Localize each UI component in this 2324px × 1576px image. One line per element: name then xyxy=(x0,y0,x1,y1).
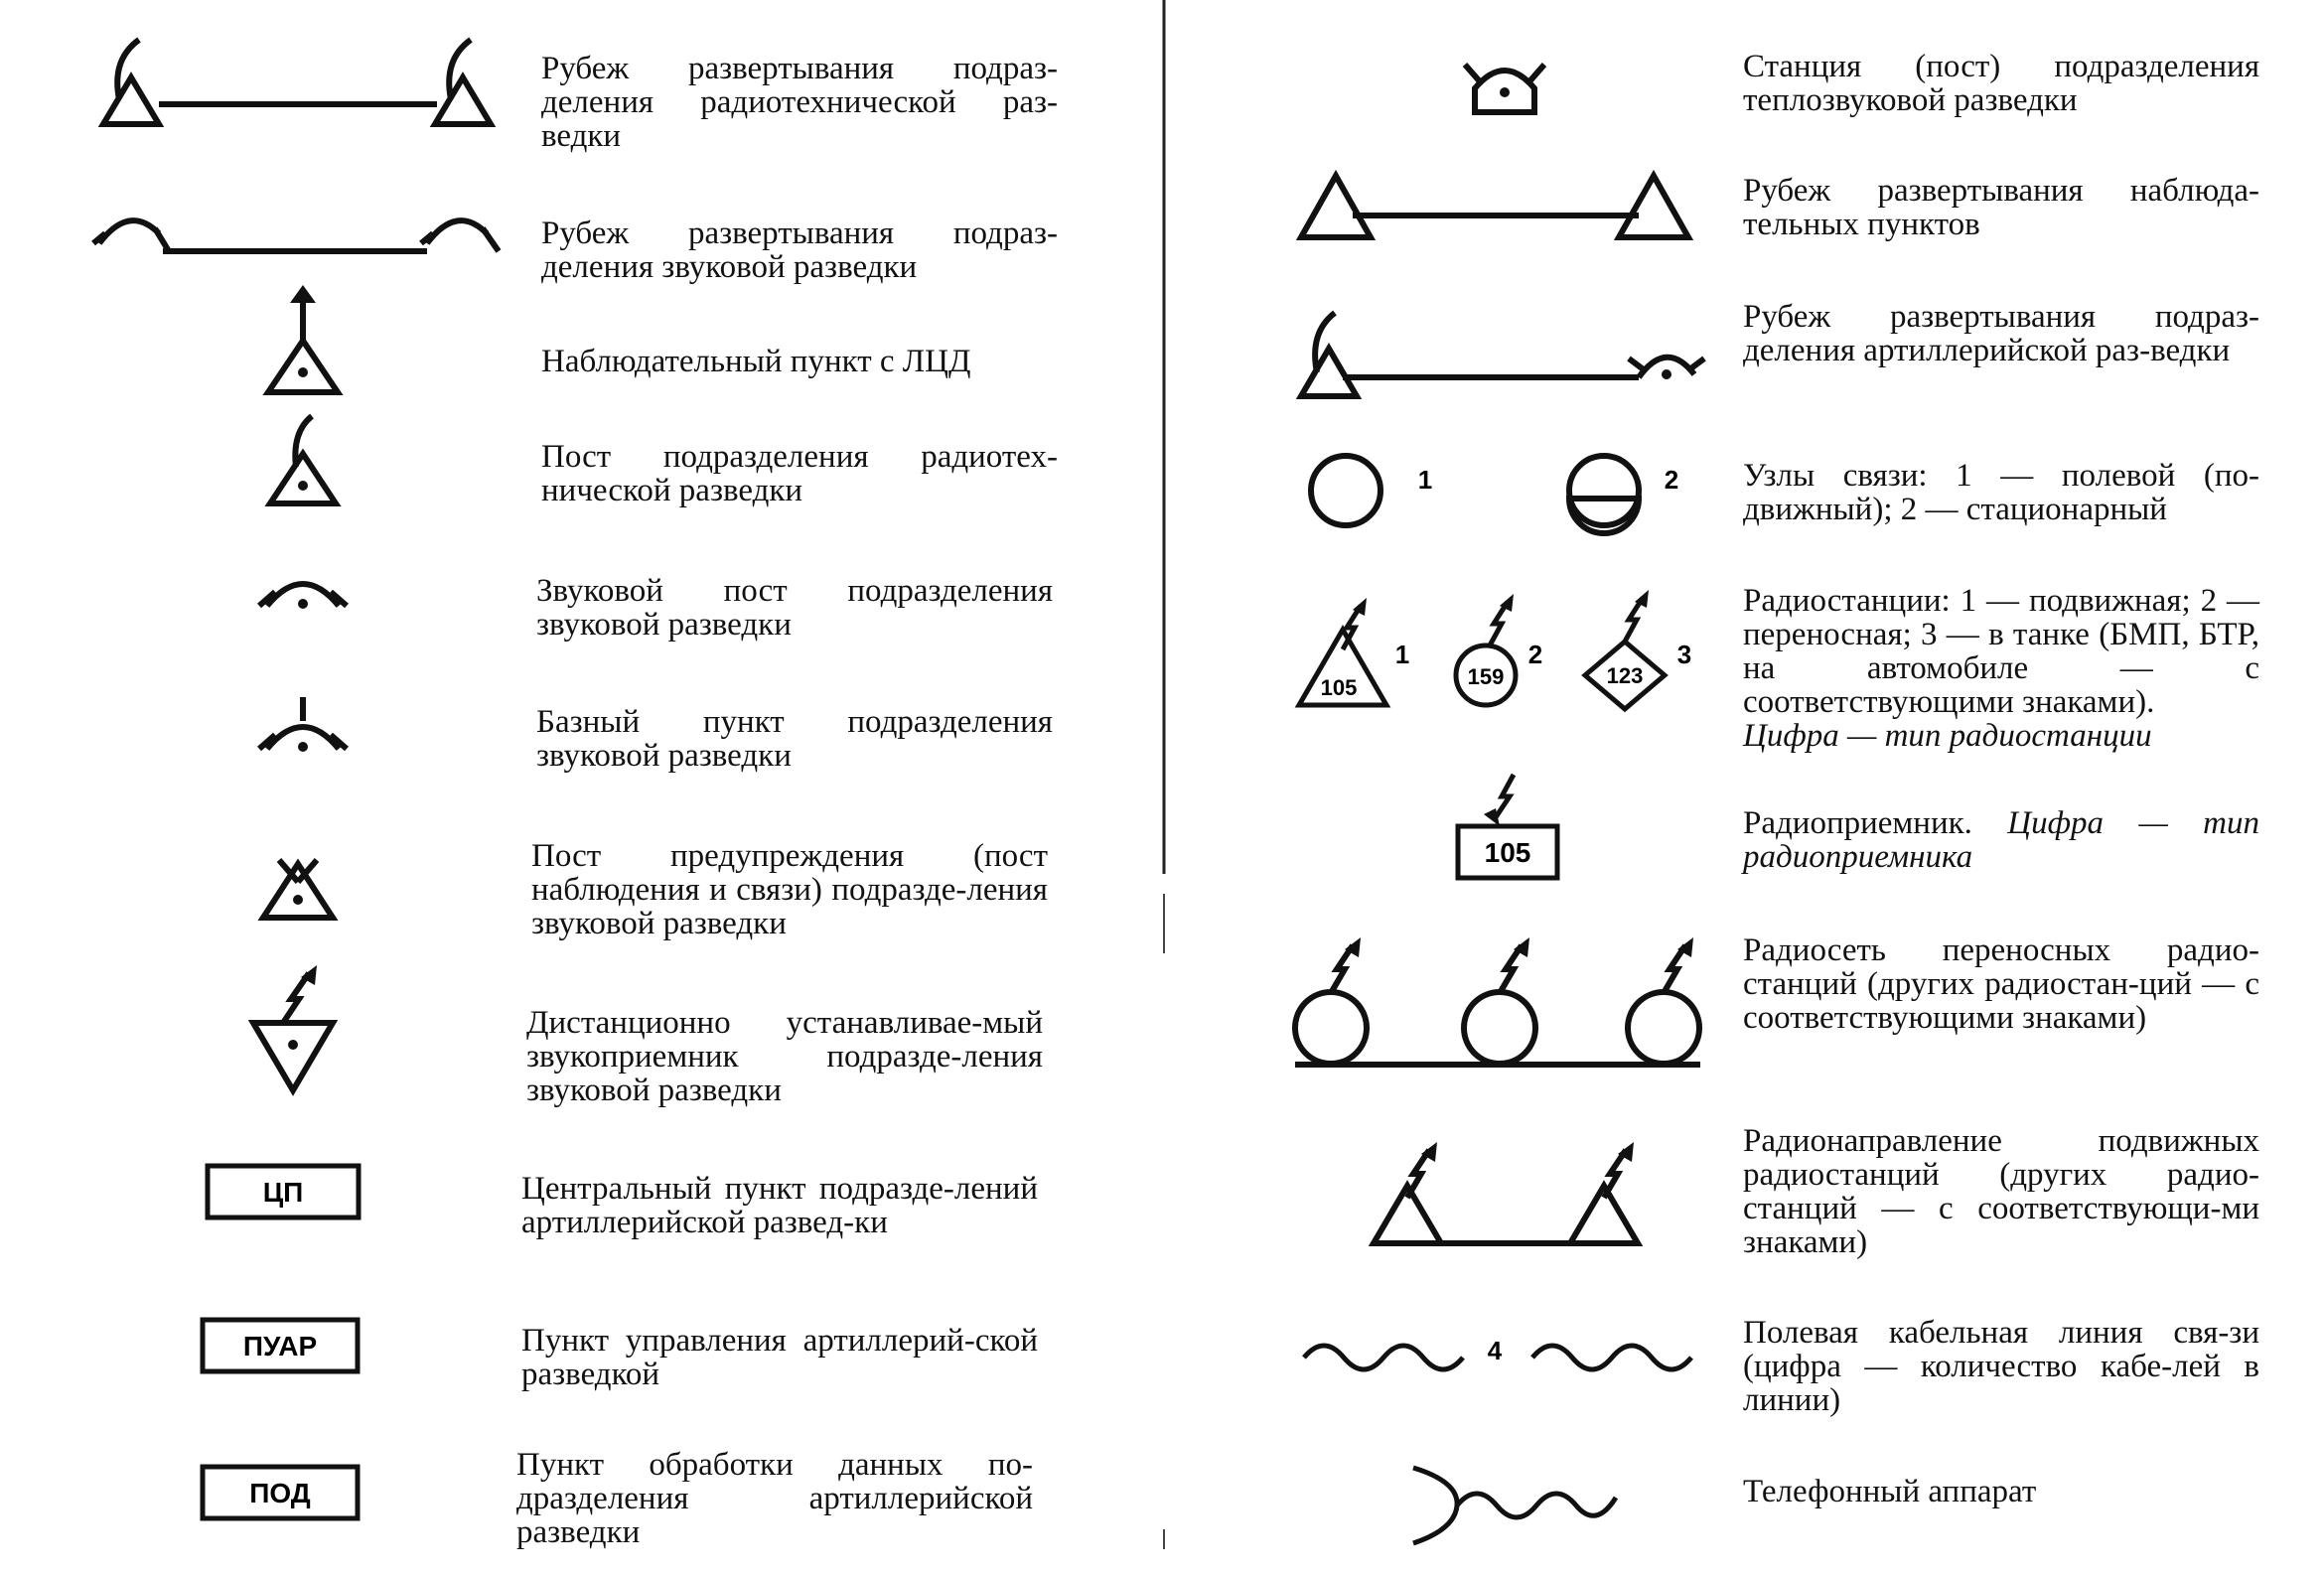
item-l5-description: Звуковой пост подразделения звуковой разведки xyxy=(536,573,1053,643)
item-r6-description: Радиоприемник. Цифра — тип радиоприемника xyxy=(1743,805,2260,875)
portable-radio-network-symbol xyxy=(1291,933,1718,1073)
observation-post-ltsd-symbol xyxy=(258,283,348,402)
item-l3-description: Наблюдательный пункт с ЛЦД xyxy=(541,344,971,379)
item-r7-description: Радиосеть переносных радио-станций (других радиостан-ций — с соответствующими знаками) xyxy=(1743,932,2259,1036)
radio-3-type: 123 xyxy=(1606,663,1644,688)
cable-count-label: 4 xyxy=(1487,1336,1503,1365)
data-processing-box-symbol xyxy=(199,1463,363,1522)
arty-recon-control-box-symbol xyxy=(199,1316,363,1375)
observation-posts-deployment-line-symbol xyxy=(1291,164,1708,243)
data-processing-box-label: ПОД xyxy=(249,1478,311,1508)
sound-recon-deployment-line-symbol xyxy=(89,204,507,273)
remote-sound-receiver-symbol xyxy=(243,963,353,1092)
item-r3-description: Рубеж развертывания подраз-деления артиллерийской раз-ведки xyxy=(1743,299,2259,368)
radio-receiver-symbol xyxy=(1450,765,1569,884)
item-r10-description: Телефонный аппарат xyxy=(1743,1474,2037,1509)
mobile-radio-direction-symbol xyxy=(1366,1132,1664,1251)
item-r9-description: Полевая кабельная линия свя-зи (цифра — количество кабе-лей в линии) xyxy=(1743,1315,2259,1418)
item-r4-description: Узлы связи: 1 — полевой (по-движный); 2 — стационарный xyxy=(1743,458,2259,527)
item-r5-description: Радиостанции: 1 — подвижная; 2 — переносная; 3 — в танке (БМП, БТР, на автомобиле — с соответствующими знаками). Цифра — тип радиостанции xyxy=(1743,583,2259,754)
communication-nodes-symbol xyxy=(1296,447,1713,536)
item-l4-description: Пост подразделения радиотех-нической разведки xyxy=(541,439,1058,508)
item-r8-description: Радионаправление подвижных радиостанций (других радио-станций — с соответствующи-ми знаками) xyxy=(1743,1123,2259,1260)
radio-1-label: 1 xyxy=(1394,640,1410,669)
field-cable-line-symbol xyxy=(1296,1326,1713,1385)
thermal-sound-station-symbol xyxy=(1455,45,1554,124)
item-l7-description: Пост предупреждения (пост наблюдения и связи) подразде-ления звуковой разведки xyxy=(531,838,1048,941)
radio-1-type: 105 xyxy=(1320,675,1358,700)
book-spine xyxy=(1160,0,1168,1576)
radio-2-label: 2 xyxy=(1527,640,1543,669)
arty-recon-control-box-label: ПУАР xyxy=(242,1331,318,1361)
radio-stations-symbol xyxy=(1291,594,1708,713)
item-r2-description: Рубеж развертывания наблюда-тельных пунктов xyxy=(1743,173,2259,242)
central-point-box-symbol xyxy=(204,1162,363,1221)
item-l2-description: Рубеж развертывания подраз-деления звуковой разведки xyxy=(541,215,1058,285)
sound-base-point-symbol xyxy=(253,695,353,765)
arty-recon-deployment-line-symbol xyxy=(1291,303,1708,402)
node-2-label: 2 xyxy=(1664,465,1679,495)
central-point-box-label: ЦП xyxy=(262,1177,304,1208)
radio-recon-post-symbol xyxy=(258,412,348,511)
item-l10-description: Пункт управления артиллерий-ской разведкой xyxy=(521,1323,1038,1392)
item-l8-description: Дистанционно устанавливае-мый звукоприемник подразде-ления звуковой разведки xyxy=(526,1005,1043,1108)
sound-post-symbol xyxy=(253,566,353,626)
radio-receiver-type: 105 xyxy=(1484,837,1531,868)
item-l1-description: Рубеж развертывания подраз-деления радиотехнической раз-ведки xyxy=(541,51,1058,154)
radio-2-type: 159 xyxy=(1467,664,1505,689)
item-l9-description: Центральный пункт подразде-лений артиллерийской развед-ки xyxy=(521,1171,1038,1240)
telephone-set-symbol xyxy=(1405,1460,1634,1549)
item-r1-description: Станция (пост) подразделения теплозвуковой разведки xyxy=(1743,49,2259,118)
radio-recon-deployment-line-symbol xyxy=(89,30,526,139)
radio-3-label: 3 xyxy=(1676,640,1692,669)
item-l11-description: Пункт обработки данных по-дразделения артиллерийской разведки xyxy=(516,1447,1033,1550)
node-1-label: 1 xyxy=(1417,465,1433,495)
item-l6-description: Базный пункт подразделения звуковой разведки xyxy=(536,704,1053,774)
warning-post-symbol xyxy=(253,844,343,924)
